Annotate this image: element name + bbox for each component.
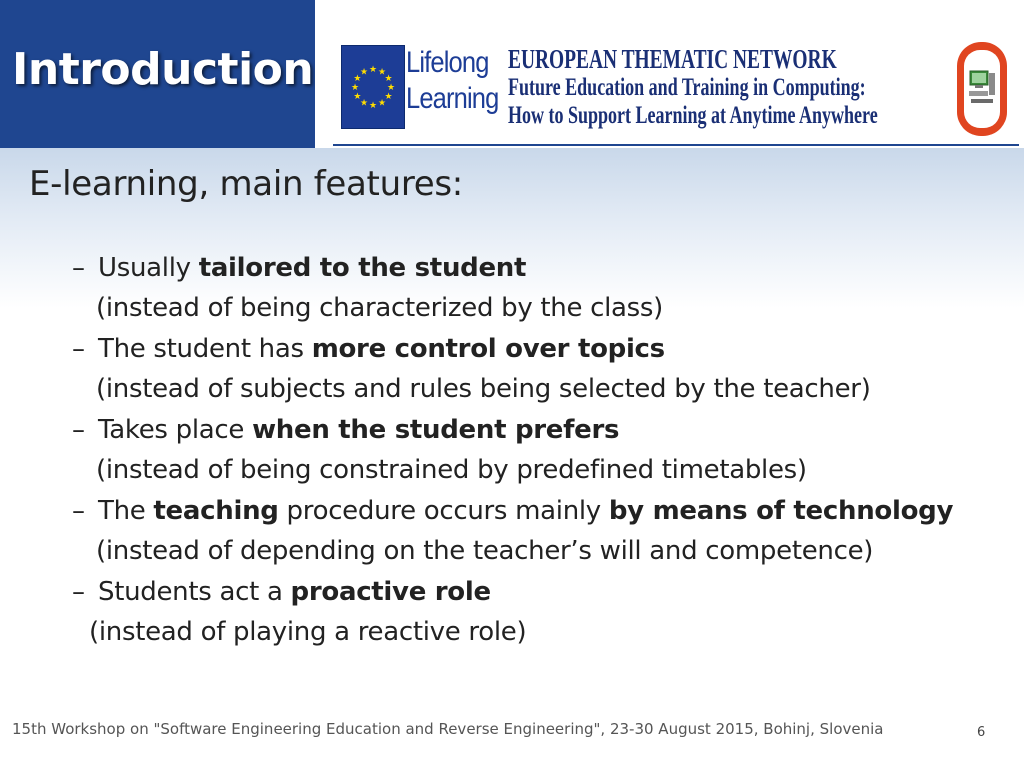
star-icon: ★ <box>359 66 369 77</box>
bullet-emphasis: more control over topics <box>311 334 665 364</box>
bullet-note: (instead of being constrained by predefined timetables) <box>96 455 807 485</box>
star-icon: ★ <box>353 73 362 83</box>
bullet-text: The student has <box>98 334 312 364</box>
star-icon: ★ <box>384 73 393 83</box>
bullet-line <box>72 410 1012 450</box>
title-bar <box>0 0 315 148</box>
star-icon: ★ <box>359 97 369 108</box>
slide-title: Introduction <box>12 44 314 95</box>
bullet-item <box>72 248 1012 329</box>
network-title <box>508 44 928 130</box>
bullet-line <box>72 329 1012 369</box>
bullet-line <box>72 572 1012 612</box>
learning-text: Learning <box>406 82 499 115</box>
slide-subtitle: E-learning, main features: <box>29 164 463 204</box>
bullet-text: procedure occurs mainly <box>278 496 609 526</box>
dash-marker: – <box>72 334 85 364</box>
lifelong-text: Lifelong <box>406 46 489 79</box>
bullet-emphasis: teaching <box>153 496 279 526</box>
bullet-text: Takes place <box>98 415 253 445</box>
header-divider <box>333 144 1019 146</box>
star-icon: ★ <box>386 82 396 92</box>
network-line-2: Future Education and Training in Computing: <box>508 74 866 101</box>
bullet-emphasis: proactive role <box>290 577 491 607</box>
star-icon: ★ <box>353 91 362 101</box>
star-icon: ★ <box>377 97 387 108</box>
bullet-line <box>72 491 1012 531</box>
bullet-emphasis: tailored to the student <box>198 253 527 283</box>
bullet-list <box>72 248 1012 653</box>
page-number: 6 <box>977 725 986 740</box>
bullet-note: (instead of depending on the teacher’s will and competence) <box>96 536 874 566</box>
eu-flag-icon <box>341 45 405 129</box>
star-icon: ★ <box>368 100 378 110</box>
bullet-emphasis: when the student prefers <box>252 415 620 445</box>
dash-marker: – <box>72 415 85 445</box>
dash-marker: – <box>72 577 85 607</box>
bullet-note: (instead of subjects and rules being selected by the teacher) <box>96 374 871 404</box>
star-icon: ★ <box>350 82 360 92</box>
footer-text: 15th Workshop on "Software Engineering Education and Reverse Engineering", 23-30 August 2015, Bohinj, Slovenia <box>12 720 884 738</box>
star-icon: ★ <box>368 64 378 74</box>
lifelong-learning-logo <box>406 45 499 127</box>
bullet-item <box>72 572 1012 653</box>
dash-marker: – <box>72 496 85 526</box>
bullet-emphasis: by means of technology <box>608 496 954 526</box>
star-icon: ★ <box>377 66 387 77</box>
star-icon: ★ <box>384 91 393 101</box>
bullet-note: (instead of playing a reactive role) <box>89 617 527 647</box>
computer-logo-icon <box>957 42 1007 136</box>
network-line-3: How to Support Learning at Anytime Anywhere <box>508 102 878 129</box>
bullet-text: The <box>98 496 154 526</box>
bullet-item <box>72 410 1012 491</box>
dash-marker: – <box>72 253 85 283</box>
bullet-note: (instead of being characterized by the class) <box>96 293 663 323</box>
bullet-item <box>72 491 1012 572</box>
bullet-text: Students act a <box>98 577 291 607</box>
bullet-line <box>72 248 1012 288</box>
network-line-1: EUROPEAN THEMATIC NETWORK <box>508 44 837 74</box>
bullet-item <box>72 329 1012 410</box>
bullet-text: Usually <box>98 253 199 283</box>
